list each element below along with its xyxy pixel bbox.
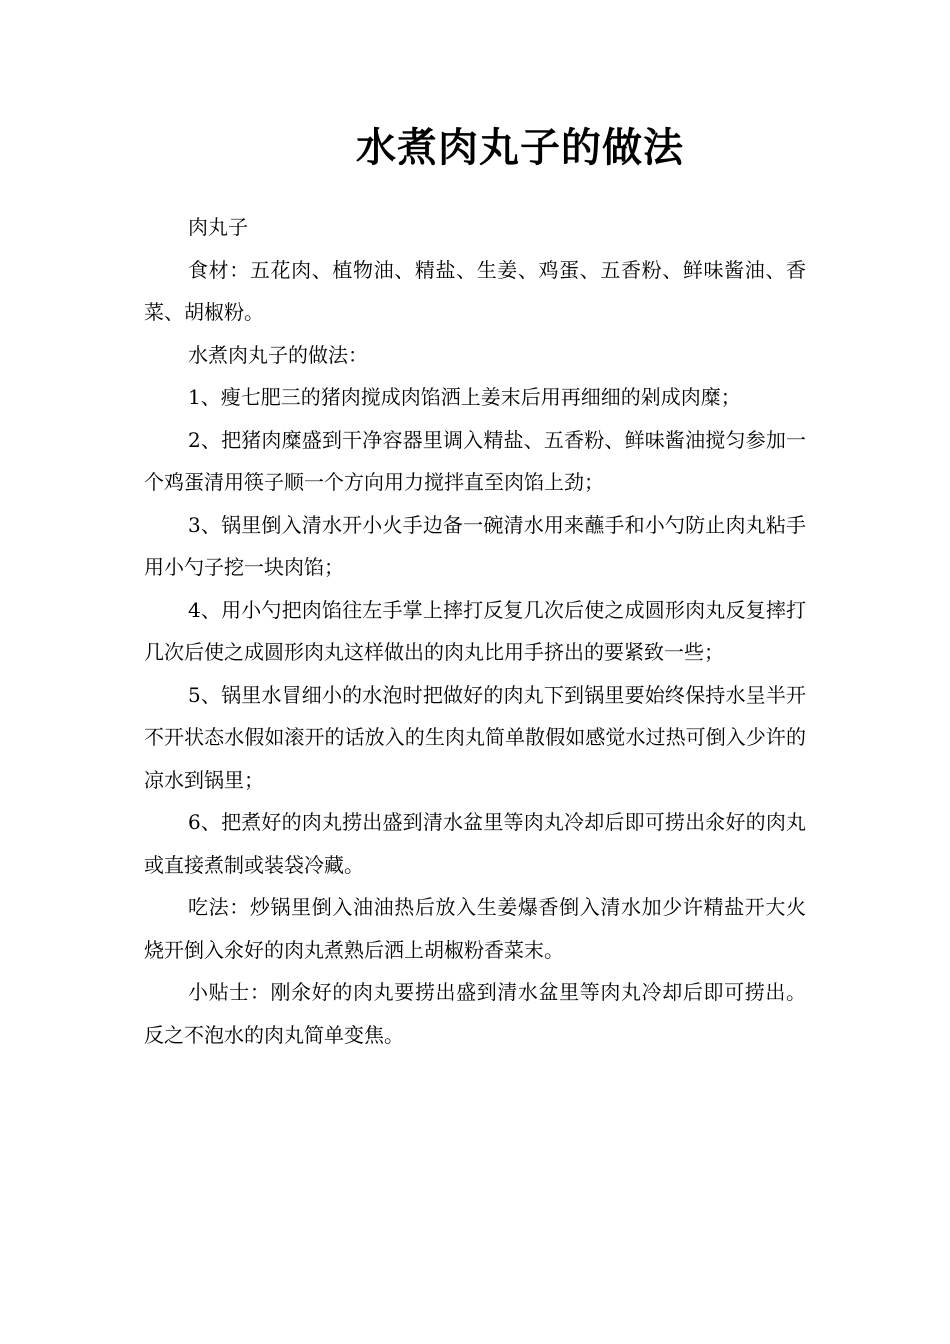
step-6-paragraph: 6、把煮好的肉丸捞出盛到清水盆里等肉丸冷却后即可捞出氽好的肉丸或直接煮制或装袋冷藏。	[144, 810, 806, 877]
ingredients-paragraph: 食材：五花肉、植物油、精盐、生姜、鸡蛋、五香粉、鲜味酱油、香菜、胡椒粉。	[144, 257, 806, 324]
tips-paragraph: 小贴士：刚氽好的肉丸要捞出盛到清水盆里等肉丸冷却后即可捞出。反之不泡水的肉丸简单变焦。	[144, 980, 806, 1047]
step-1-paragraph: 1、瘦七肥三的猪肉搅成肉馅洒上姜末后用再细细的剁成肉糜；	[188, 385, 741, 409]
step-4-paragraph: 4、用小勺把肉馅往左手掌上摔打反复几次后使之成圆形肉丸反复摔打几次后使之成圆形肉丸这样做出的肉丸比用手挤出的要紧致一些；	[144, 597, 806, 664]
document-title: 水煮肉丸子的做法	[356, 124, 684, 171]
step-5-paragraph: 5、锅里水冒细小的水泡时把做好的肉丸下到锅里要始终保持水呈半开不开状态水假如滚开的话放入的生肉丸简单散假如感觉水过热可倒入少许的凉水到锅里；	[144, 682, 806, 792]
method-heading: 水煮肉丸子的做法：	[188, 342, 368, 367]
step-3-paragraph: 3、锅里倒入清水开小火手边备一碗清水用来蘸手和小勺防止肉丸粘手用小勺子挖一块肉馅；	[144, 512, 806, 579]
step-2-paragraph: 2、把猪肉糜盛到干净容器里调入精盐、五香粉、鲜味酱油搅匀参加一个鸡蛋清用筷子顺一个方向用力搅拌直至肉馅上劲；	[144, 427, 806, 494]
serving-paragraph: 吃法：炒锅里倒入油油热后放入生姜爆香倒入清水加少许精盐开大火烧开倒入氽好的肉丸煮熟后洒上胡椒粉香菜末。	[144, 895, 806, 962]
section-heading: 肉丸子	[188, 215, 248, 239]
document-body	[144, 206, 806, 1056]
